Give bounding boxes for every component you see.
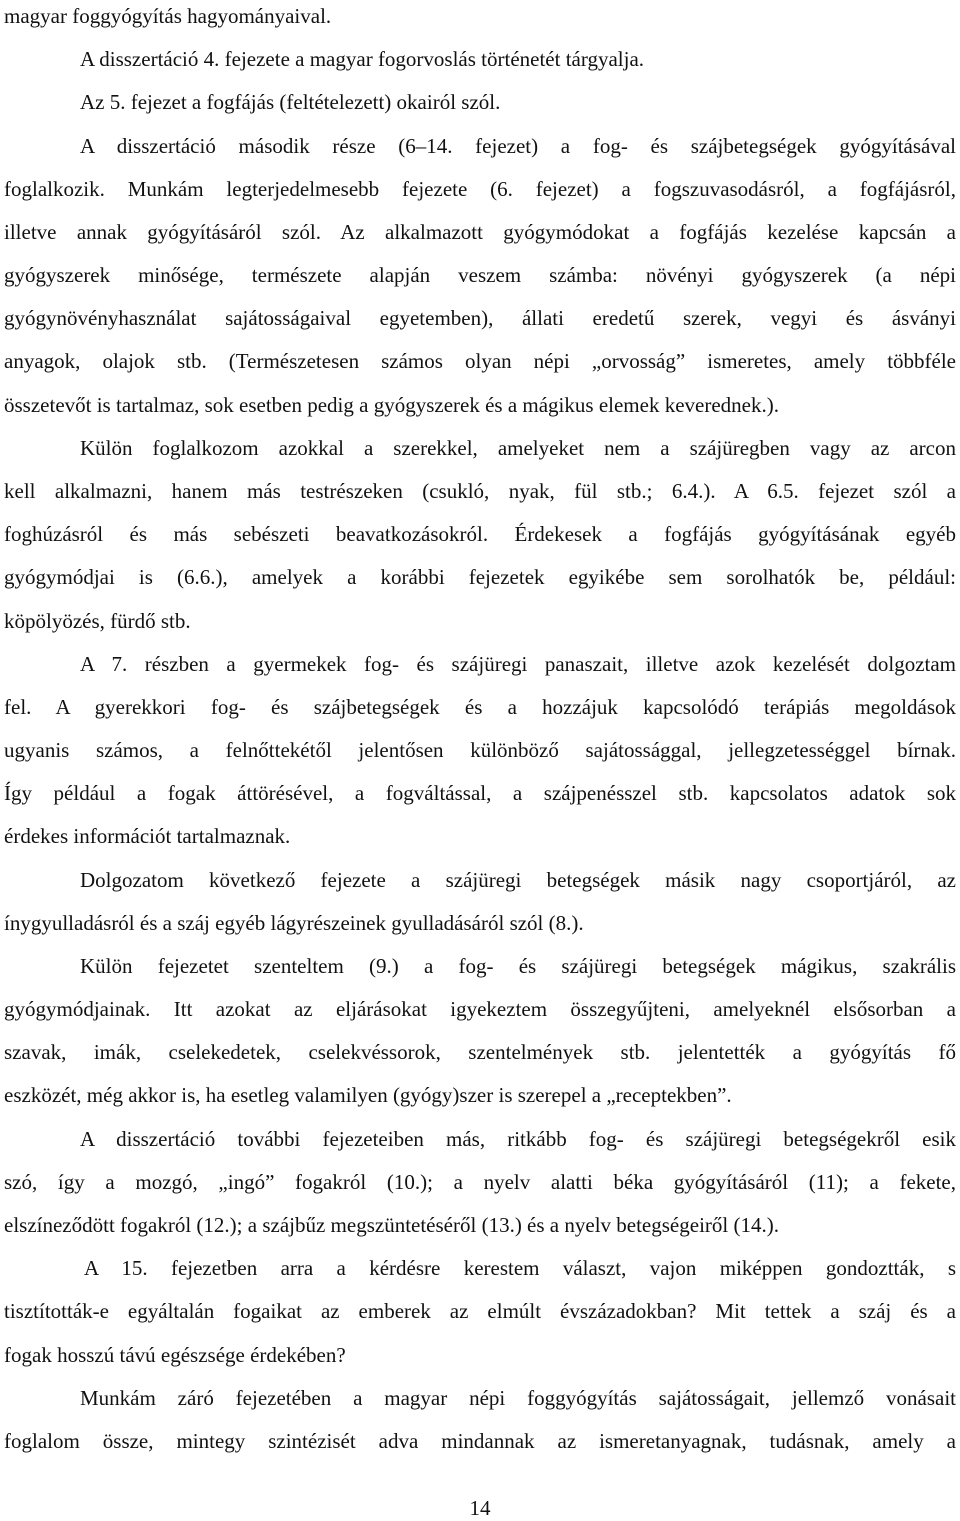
text-line: fogak hosszú távú egészsége érdekében? bbox=[4, 1343, 346, 1367]
text-line: Így például a fogak áttörésével, a fogváltással, a szájpenésszel stb. kapcsolatos adatok sok bbox=[4, 781, 956, 805]
text-line: gyógymódjainak. Itt azokat az eljárásokat igyekeztem összegyűjteni, amelyeknél elsősorban a bbox=[4, 997, 956, 1021]
text-line: A 7. részben a gyermekek fog- és szájüregi panaszait, illetve azok kezelését dolgoztam bbox=[80, 652, 956, 676]
text-line: Az 5. fejezet a fogfájás (feltételezett) okairól szól. bbox=[80, 90, 501, 114]
text-line: A disszertáció második része (6–14. fejezet) a fog- és szájbetegségek gyógyításával bbox=[80, 134, 956, 158]
text-line: A disszertáció további fejezeteiben más, ritkább fog- és szájüregi betegségekről esik bbox=[80, 1127, 956, 1151]
text-line: összetevőt is tartalmaz, sok esetben pedig a gyógyszerek és a mágikus elemek keverednek.). bbox=[4, 393, 779, 417]
text-line: magyar foggyógyítás hagyományaival. bbox=[4, 4, 332, 28]
text-line: anyagok, olajok stb. (Természetesen számos olyan népi „orvosság” ismeretes, amely többféle bbox=[4, 349, 956, 373]
text-line: ugyanis számos, a felnőttekétől jelentősen különböző sajátossággal, jellegzetességgel bírnak. bbox=[4, 738, 956, 762]
text-line: tisztították-e egyáltalán fogaikat az emberek az elmúlt évszázadokban? Mit tettek a száj és a bbox=[4, 1299, 956, 1323]
text-line: érdekes információt tartalmaznak. bbox=[4, 824, 291, 848]
text-line: foglalkozik. Munkám legterjedelmesebb fejezete (6. fejezet) a fogszuvasodásról, a fogfájásról, bbox=[4, 177, 956, 201]
text-line: Külön fejezetet szenteltem (9.) a fog- és szájüregi betegségek mágikus, szakrális bbox=[80, 954, 956, 978]
text-line: A disszertáció 4. fejezete a magyar fogorvoslás történetét tárgyalja. bbox=[80, 47, 645, 71]
text-line: fel. A gyerekkori fog- és szájbetegségek és a hozzájuk kapcsolódó terápiás megoldások bbox=[4, 695, 956, 719]
text-line: A 15. fejezetben arra a kérdésre kerestem választ, vajon miképpen gondoztták, s bbox=[84, 1256, 956, 1280]
text-line: kell alkalmazni, hanem más testrészeken (csukló, nyak, fül stb.; 6.4.). A 6.5. fejezet szól a bbox=[4, 479, 956, 503]
text-line: szó, így a mozgó, „ingó” fogakról (10.); a nyelv alatti béka gyógyításáról (11); a fekete, bbox=[4, 1170, 956, 1194]
text-line: elszíneződött fogakról (12.); a szájbűz megszüntetéséről (13.) és a nyelv betegségeiről (14.). bbox=[4, 1213, 779, 1237]
text-line: Dolgozatom következő fejezete a szájüregi betegségek másik nagy csoportjáról, az bbox=[80, 868, 956, 892]
text-line: köpölyözés, fürdő stb. bbox=[4, 609, 191, 633]
text-line: Munkám záró fejezetében a magyar népi foggyógyítás sajátosságait, jellemző vonásait bbox=[80, 1386, 956, 1410]
text-line: gyógymódjai is (6.6.), amelyek a korábbi fejezetek egyikébe sem sorolhatók be, például: bbox=[4, 565, 956, 589]
text-line: foghúzásról és más sebészeti beavatkozásokról. Érdekesek a fogfájás gyógyításának egyéb bbox=[4, 522, 956, 546]
text-line: foglalom össze, mintegy szintézisét adva mindannak az ismeretanyagnak, tudásnak, amely a bbox=[4, 1429, 956, 1453]
text-line: gyógynövényhasználat sajátosságaival egyetemben), állati eredetű szerek, vegyi és ásványi bbox=[4, 306, 956, 330]
text-line: eszközét, még akkor is, ha esetleg valamilyen (gyógy)szer is szerepel a „receptekben”. bbox=[4, 1083, 732, 1107]
text-line: gyógyszerek minősége, természete alapján veszem számba: növényi gyógyszerek (a népi bbox=[4, 263, 956, 287]
text-line: szavak, imák, cselekedetek, cselekvéssorok, szentelmények stb. jelentették a gyógyítás fő bbox=[4, 1040, 956, 1064]
text-line: illetve annak gyógyításáról szól. Az alkalmazott gyógymódokat a fogfájás kezelése kapcsán a bbox=[4, 220, 956, 244]
page-number: 14 bbox=[469, 1496, 491, 1520]
text-line: ínygyulladásról és a száj egyéb lágyrészeinek gyulladásáról szól (8.). bbox=[4, 911, 584, 935]
text-line: Külön foglalkozom azokkal a szerekkel, amelyeket nem a szájüregben vagy az arcon bbox=[80, 436, 956, 460]
